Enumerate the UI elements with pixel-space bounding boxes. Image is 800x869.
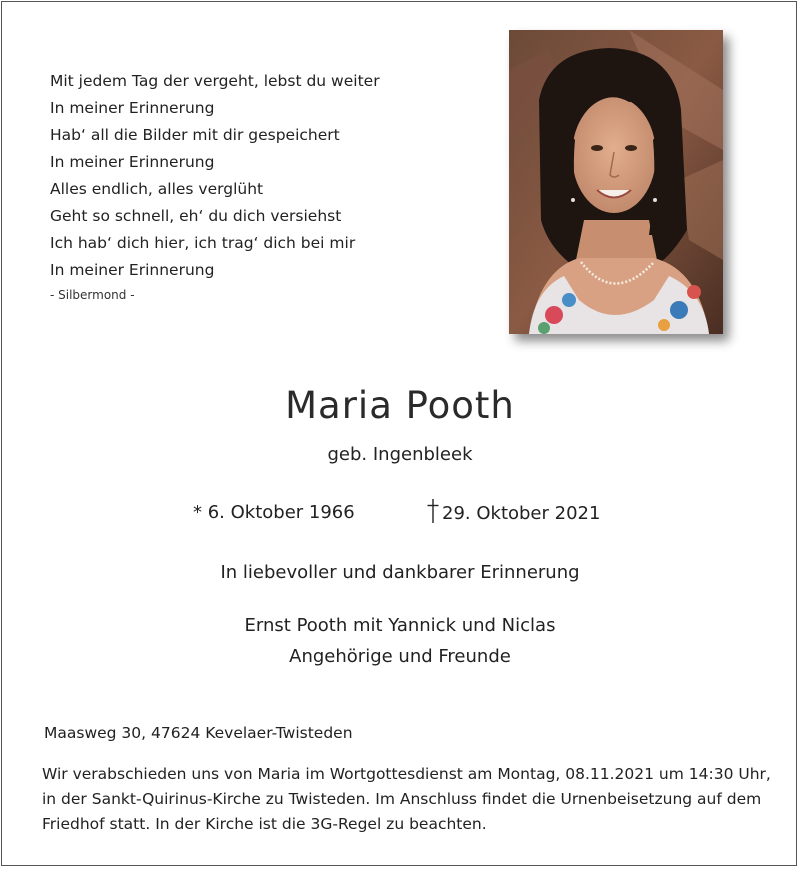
- death-date-group: [426, 498, 600, 524]
- poem-line: Ich hab‘ dich hier, ich trag‘ dich bei mir: [50, 234, 356, 252]
- poem-line: Hab‘ all die Bilder mit dir gespeichert: [50, 126, 340, 144]
- poem: [50, 68, 380, 284]
- poem-line: In meiner Erinnerung: [50, 153, 215, 171]
- mourners-line-2: Angehörige und Freunde: [289, 646, 511, 667]
- poem-source: - Silbermond -: [50, 288, 135, 302]
- deceased-name: Maria Pooth: [285, 384, 515, 427]
- notice-line: Wir verabschieden uns von Maria im Wortgottesdienst am Montag, 08.11.2021 um 14:30 Uhr,: [42, 765, 771, 783]
- remembrance-line: In liebevoller und dankbarer Erinnerung: [220, 562, 580, 583]
- maiden-name: geb. Ingenbleek: [327, 444, 473, 465]
- cross-icon: [426, 498, 440, 524]
- poem-line: In meiner Erinnerung: [50, 261, 215, 279]
- funeral-notice: [42, 762, 782, 837]
- notice-line: Friedhof statt. In der Kirche ist die 3G-Regel zu beachten.: [42, 815, 487, 833]
- mourners-line-1: Ernst Pooth mit Yannick und Niclas: [244, 615, 556, 636]
- poem-line: Alles endlich, alles verglüht: [50, 180, 264, 198]
- poem-line: Geht so schnell, eh‘ du dich versiehst: [50, 207, 342, 225]
- poem-line: Mit jedem Tag der vergeht, lebst du weiter: [50, 72, 380, 90]
- poem-line: In meiner Erinnerung: [50, 99, 215, 117]
- portrait-photo: [509, 30, 723, 334]
- notice-line: in der Sankt-Quirinus-Kirche zu Twisteden. Im Anschluss findet die Urnenbeisetzung auf dem: [42, 790, 762, 808]
- birth-date: * 6. Oktober 1966: [193, 502, 355, 523]
- address: Maasweg 30, 47624 Kevelaer-Twisteden: [44, 724, 353, 742]
- death-date: 29. Oktober 2021: [442, 503, 601, 524]
